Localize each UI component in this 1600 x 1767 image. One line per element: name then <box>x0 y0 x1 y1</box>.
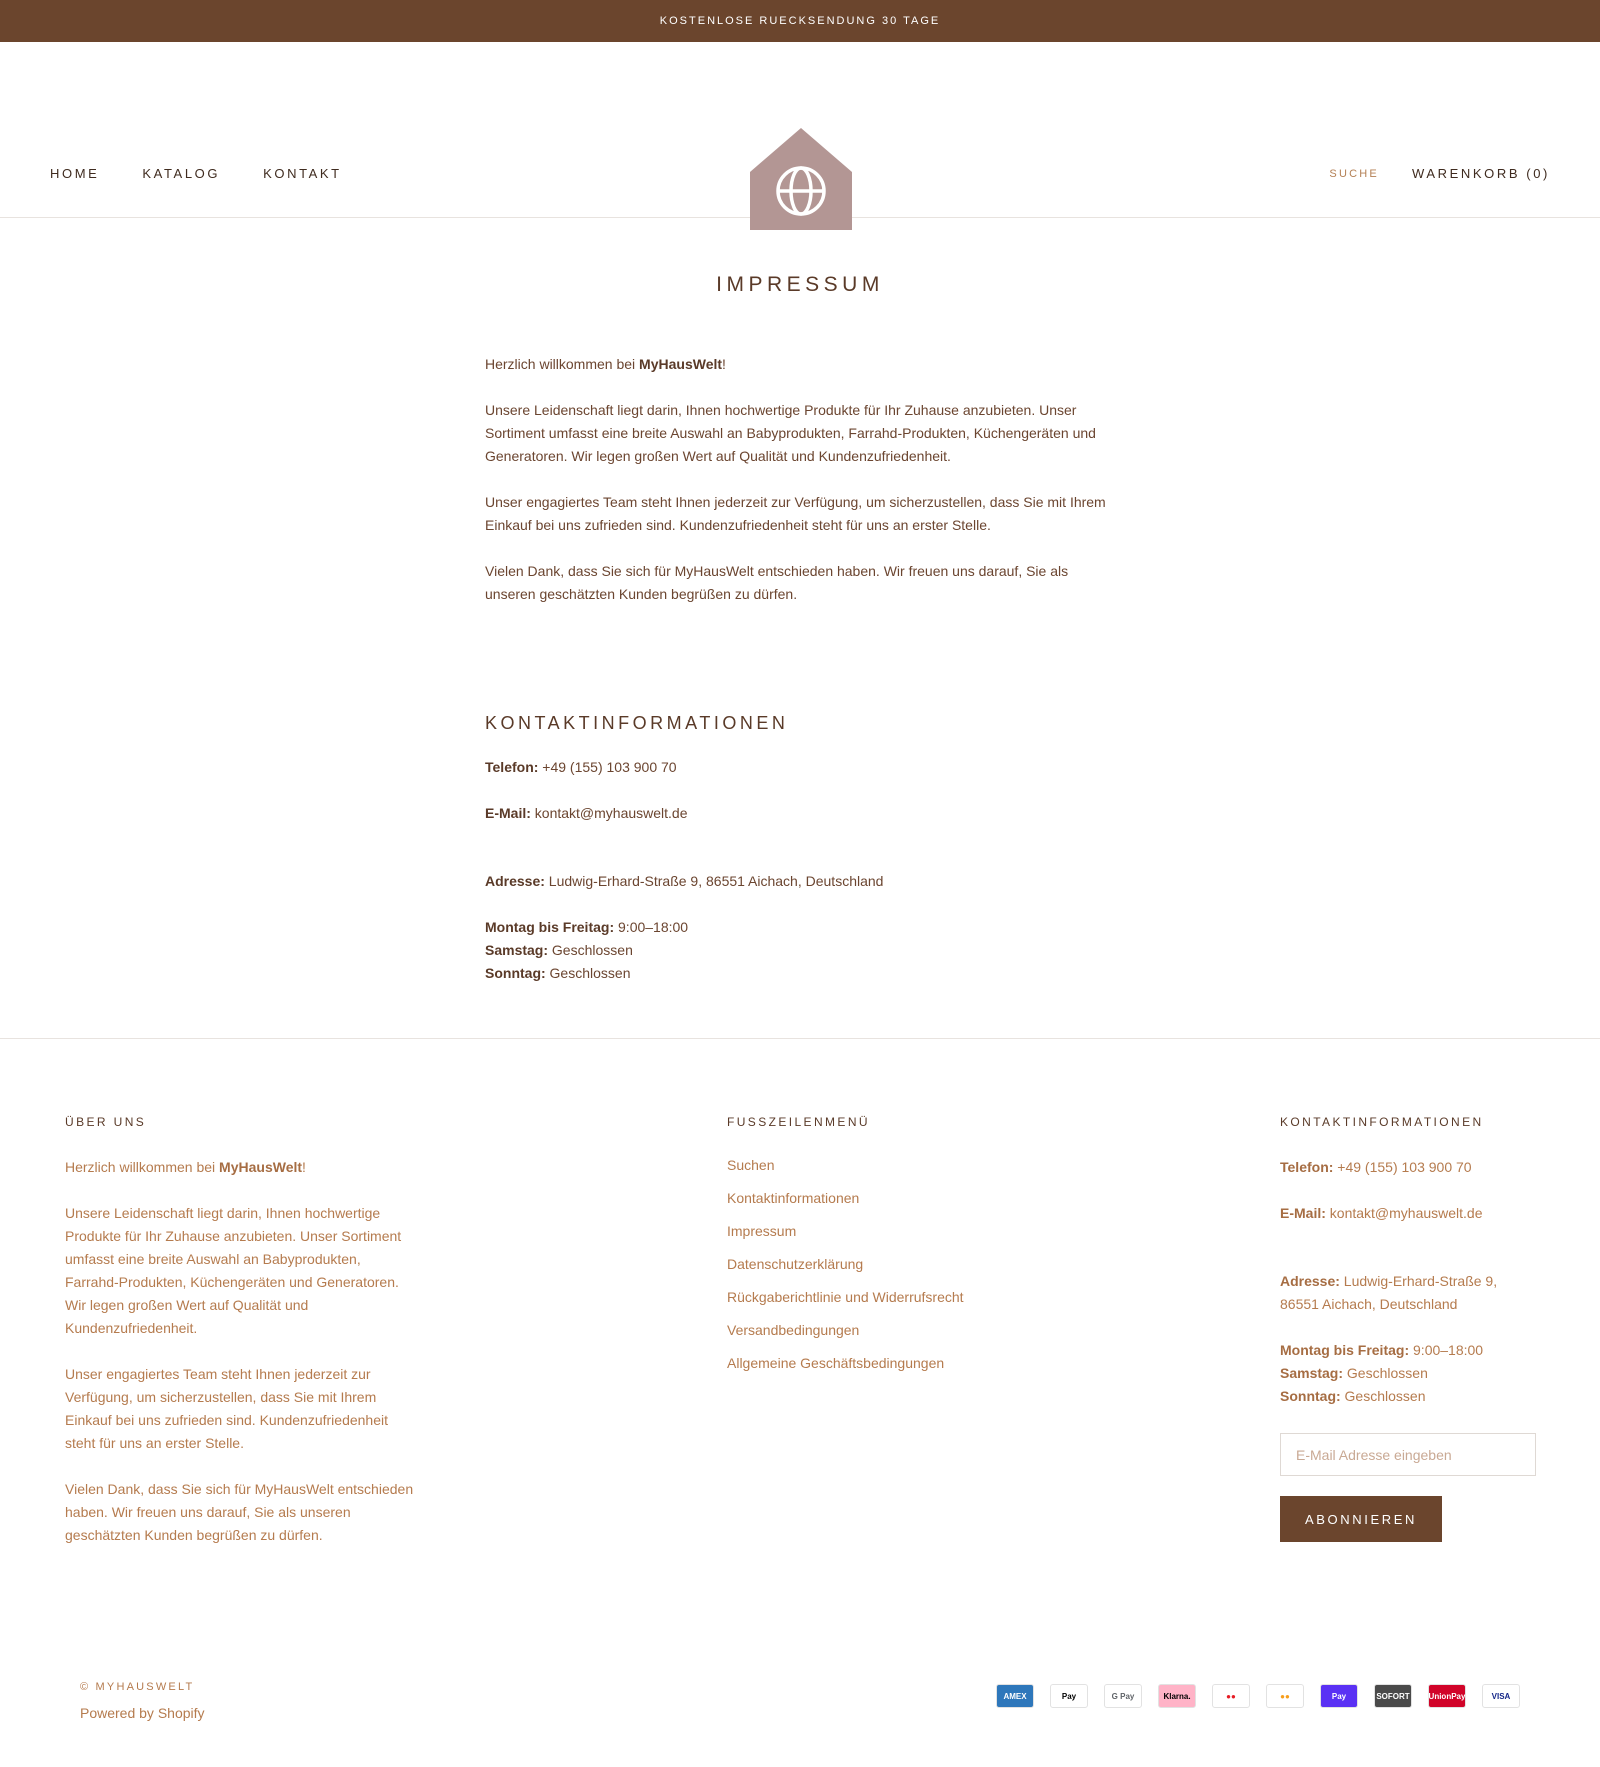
contact-email: E-Mail: kontakt@myhauswelt.de <box>485 805 688 821</box>
welcome-text: Herzlich willkommen bei MyHausWelt! <box>485 356 726 372</box>
footer-hours-weekdays: Montag bis Freitag: 9:00–18:00 <box>1280 1342 1484 1358</box>
powered-by-link[interactable]: Powered by Shopify <box>80 1705 205 1721</box>
main-content <box>485 273 1115 985</box>
hours-weekdays: Montag bis Freitag: 9:00–18:00 <box>485 919 689 935</box>
sofort-icon: SOFORT <box>1374 1684 1412 1708</box>
footer-link-search[interactable]: Suchen <box>727 1157 775 1173</box>
site-header <box>0 42 1600 218</box>
intro-paragraph-1: Unsere Leidenschaft liegt darin, Ihnen hochwertige Produkte für Ihr Zuhause anzubieten. Unser Sortiment umfasst eine breite Auswahl an Babyprodukten, Farrahd-Produkten, Küchengeräten und Generatoren. Wir legen großen Wert auf Qualität und Kundenzufriedenheit. <box>485 402 1096 464</box>
footer-paragraph-1: Unsere Leidenschaft liegt darin, Ihnen hochwertige Produkte für Ihr Zuhause anzubieten. Unser Sortiment umfasst eine breite Auswahl an Babyprodukten, Farrahd-Produkten, Küchengeräten und Generatoren. Wir legen großen Wert auf Qualität und Kundenzufriedenheit. <box>65 1205 402 1336</box>
footer-link-returns[interactable]: Rückgaberichtlinie und Widerrufsrecht <box>727 1289 964 1305</box>
footer-welcome: Herzlich willkommen bei MyHausWelt! <box>65 1159 306 1175</box>
maestro-icon: ●● <box>1212 1684 1250 1708</box>
footer-email: E-Mail: kontakt@myhauswelt.de <box>1280 1205 1483 1221</box>
footer-hours-saturday: Samstag: Geschlossen <box>1280 1365 1428 1381</box>
klarna-icon: Klarna. <box>1158 1684 1196 1708</box>
site-footer <box>0 1038 1600 1767</box>
footer-contact <box>1280 1115 1536 1542</box>
footer-about <box>65 1115 415 1570</box>
hours-sunday: Sonntag: Geschlossen <box>485 965 631 981</box>
footer-paragraph-3: Vielen Dank, dass Sie sich für MyHausWelt entschieden haben. Wir freuen uns darauf, Sie als unseren geschätzten Kunden begrüßen zu dürfen. <box>65 1481 414 1543</box>
nav-home[interactable]: HOME <box>50 166 100 181</box>
contact-address: Adresse: Ludwig-Erhard-Straße 9, 86551 Aichach, Deutschland <box>485 873 884 889</box>
footer-link-privacy[interactable]: Datenschutzerklärung <box>727 1256 864 1272</box>
contact-phone: Telefon: +49 (155) 103 900 70 <box>485 759 677 775</box>
house-globe-icon[interactable] <box>750 128 852 230</box>
shop-pay-icon: Pay <box>1320 1684 1358 1708</box>
newsletter-email-input[interactable] <box>1280 1433 1536 1476</box>
contact-heading: KONTAKTINFORMATIONEN <box>485 713 789 733</box>
hours-saturday: Samstag: Geschlossen <box>485 942 633 958</box>
footer-menu-title: FUSSZEILENMENÜ <box>727 1115 870 1129</box>
footer-link-terms[interactable]: Allgemeine Geschäftsbedingungen <box>727 1355 945 1371</box>
amex-icon: AMEX <box>996 1684 1034 1708</box>
google-pay-icon: G Pay <box>1104 1684 1142 1708</box>
apple-pay-icon: Pay <box>1050 1684 1088 1708</box>
payment-icons <box>996 1684 1520 1708</box>
header-actions <box>1329 166 1550 181</box>
cart-link[interactable]: WARENKORB (0) <box>1411 166 1550 181</box>
intro-paragraph-2: Unser engagiertes Team steht Ihnen jederzeit zur Verfügung, um sicherzustellen, dass Sie mit Ihrem Einkauf bei uns zufrieden sind. Kundenzufriedenheit steht für uns an erster Stelle. <box>485 494 1106 533</box>
mastercard-icon: ●● <box>1266 1684 1304 1708</box>
nav-contact[interactable]: KONTAKT <box>263 166 342 181</box>
search-link[interactable]: SUCHE <box>1329 167 1379 180</box>
copyright: © MYHAUSWELT <box>80 1681 195 1693</box>
unionpay-icon: UnionPay <box>1428 1684 1466 1708</box>
main-nav <box>50 166 342 181</box>
footer-hours-sunday: Sonntag: Geschlossen <box>1280 1388 1426 1404</box>
footer-menu <box>727 1115 1027 1387</box>
visa-icon: VISA <box>1482 1684 1520 1708</box>
announcement-bar: KOSTENLOSE RUECKSENDUNG 30 TAGE <box>0 0 1600 42</box>
subscribe-button[interactable]: ABONNIEREN <box>1280 1496 1442 1542</box>
page-title: IMPRESSUM <box>716 273 884 296</box>
intro-paragraph-3: Vielen Dank, dass Sie sich für MyHausWelt entschieden haben. Wir freuen uns darauf, Sie als unseren geschätzten Kunden begrüßen zu dürfen. <box>485 563 1069 602</box>
footer-paragraph-2: Unser engagiertes Team steht Ihnen jederzeit zur Verfügung, um sicherzustellen, dass Sie mit Ihrem Einkauf bei uns zufrieden sind. Kundenzufriedenheit steht für uns an erster Stelle. <box>65 1366 388 1451</box>
footer-address: Adresse: Ludwig-Erhard-Straße 9, 86551 Aichach, Deutschland <box>1280 1273 1498 1312</box>
footer-about-title: ÜBER UNS <box>65 1115 147 1129</box>
footer-phone: Telefon: +49 (155) 103 900 70 <box>1280 1159 1472 1175</box>
footer-link-imprint[interactable]: Impressum <box>727 1223 797 1239</box>
footer-link-contact[interactable]: Kontaktinformationen <box>727 1190 860 1206</box>
footer-contact-title: KONTAKTINFORMATIONEN <box>1280 1115 1484 1129</box>
nav-catalog[interactable]: KATALOG <box>142 166 221 181</box>
footer-link-shipping[interactable]: Versandbedingungen <box>727 1322 860 1338</box>
